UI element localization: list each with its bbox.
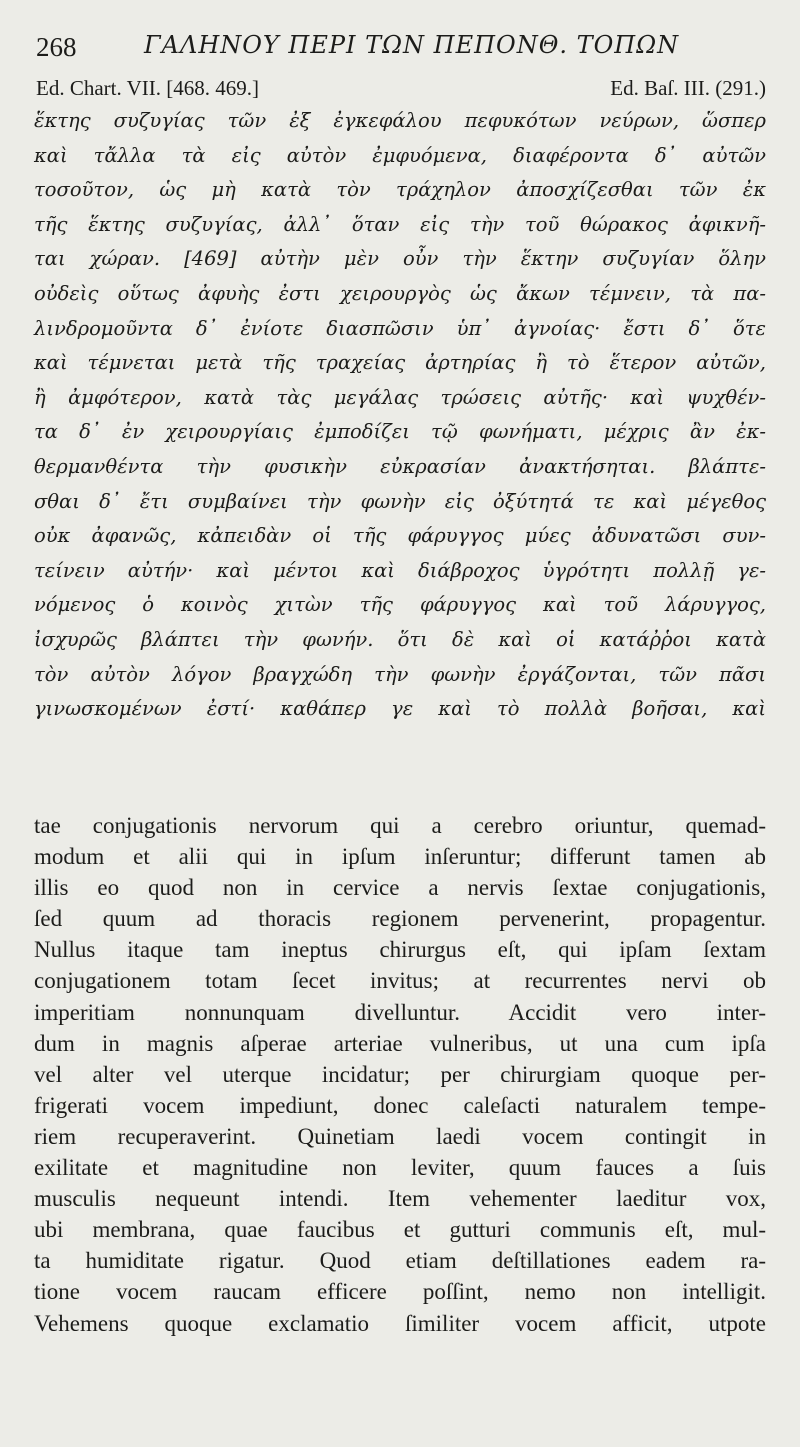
greek-text-line: λινδρομοῦντα δ᾽ ἐνίοτε διασπῶσιν ὑπ᾽ ἀγνοίας· ἔστι δ᾽ ὅτε (34, 316, 766, 340)
greek-text-line: γινωσκομένων ἐστί· καθάπερ γε καὶ τὸ πολλὰ βοῆσαι, καὶ (34, 697, 766, 721)
latin-text-line: imperitiam nonnunquam divelluntur. Accidit vero inter- (34, 999, 766, 1025)
greek-text-line: θερμανθέντα τὴν φυσικὴν εὐκρασίαν ἀνακτήσηται. βλάπτε- (34, 454, 766, 478)
latin-text-line: tae conjugationis nervorum qui a cerebro oriuntur, quemad- (34, 813, 766, 838)
edition-chart-reference: Ed. Chart. VII. [468. 469.] (36, 76, 259, 100)
greek-text-line: ἢ ἀμφότερον, κατὰ τὰς μεγάλας τρώσεις αὐτῆς· καὶ ψυχθέν- (34, 385, 766, 409)
latin-text-line: frigerati vocem impediunt, donec caleſacti naturalem tempe- (34, 1092, 766, 1118)
latin-text-line: ta humiditate rigatur. Quod etiam deſtillationes eadem ra- (34, 1248, 766, 1274)
latin-text-line: riem recuperaverint. Quinetiam laedi vocem contingit in (34, 1123, 766, 1149)
greek-text-line: σθαι δ᾽ ἔτι συμβαίνει τὴν φωνὴν εἰς ὀξύτητά τε καὶ μέγεθος (34, 489, 766, 513)
running-head (36, 28, 766, 62)
greek-text-line: ἰσχυρῶς βλάπτει τὴν φωνήν. ὅτι δὲ καὶ οἱ κατάῤῥοι κατὰ (34, 627, 766, 651)
latin-text-line: ubi membrana, quae faucibus et gutturi communis eſt, mul- (34, 1217, 766, 1243)
greek-text-block (34, 104, 766, 727)
greek-text-line: ἕκτης συζυγίας τῶν ἐξ ἐγκεφάλου πεφυκότων νεύρων, ὥσπερ (34, 109, 766, 132)
latin-text-line: ſed quum ad thoracis regionem pervenerint, propagentur. (34, 906, 766, 932)
greek-text-line: τα δ᾽ ἐν χειρουργίαις ἐμποδίζει τῷ φωνήματι, μέχρις ἂν ἐκ- (34, 420, 766, 444)
latin-text-line: tione vocem raucam efficere poſſint, nemo non intelligit. (34, 1279, 766, 1305)
greek-text-line: οὐκ ἀφανῶς, κἀπειδὰν οἱ τῆς φάρυγγος μύες ἀδυνατῶσι συν- (34, 524, 766, 548)
greek-text-line: νόμενος ὁ κοινὸς χιτὼν τῆς φάρυγγος καὶ τοῦ λάρυγγος, (34, 593, 766, 617)
edition-references (36, 76, 766, 102)
page-number: 268 (36, 32, 77, 62)
greek-text-line: τὸν αὐτὸν λόγον βραγχώδη τὴν φωνὴν ἐργάζονται, τῶν πᾶσι (34, 662, 766, 686)
latin-text-line: dum in magnis aſperae arteriae vulneribus, ut una cum ipſa (34, 1030, 766, 1056)
greek-text-line: τοσοῦτον, ὡς μὴ κατὰ τὸν τράχηλον ἀποσχίζεσθαι τῶν ἐκ (34, 178, 766, 202)
latin-text-line: exilitate et magnitudine non leviter, quum fauces a ſuis (34, 1155, 766, 1181)
greek-text-line: τῆς ἕκτης συζυγίας, ἀλλ᾽ ὅταν εἰς τὴν τοῦ θώρακος ἀφικνῆ- (34, 212, 766, 236)
greek-text-line: καὶ τἄλλα τὰ εἰς αὐτὸν ἐμφυόμενα, διαφέροντα δ᾽ αὐτῶν (34, 143, 766, 167)
greek-text-line: ται χώραν. [469] αὐτὴν μὲν οὖν τὴν ἕκτην συζυγίαν ὅλην (34, 247, 766, 271)
latin-text-line: illis eo quod non in cervice a nervis ſextae conjugationis, (34, 875, 766, 901)
latin-text-line: musculis nequeunt intendi. Item vehementer laeditur vox, (34, 1186, 766, 1212)
running-title: ΓΑΛΗΝΟΥ ΠΕΡΙ ΤΩΝ ΠΕΠΟΝΘ. ΤΟΠΩΝ (144, 31, 680, 59)
latin-text-line: Vehemens quoque exclamatio ſimiliter vocem afficit, utpote (34, 1310, 766, 1336)
latin-text-block (34, 810, 766, 1339)
latin-text-line: conjugationem totam ſecet invitus; at recurrentes nervi ob (34, 968, 766, 994)
latin-text-line: vel alter vel uterque incidatur; per chirurgiam quoque per- (34, 1061, 766, 1087)
latin-text-line: modum et alii qui in ipſum inſeruntur; differunt tamen ab (34, 844, 766, 870)
latin-text-line: Nullus itaque tam ineptus chirurgus eſt, qui ipſam ſextam (34, 937, 766, 963)
greek-text-line: οὐδεὶς οὕτως ἀφυὴς ἐστι χειρουργὸς ὡς ἄκων τέμνειν, τὰ πα- (34, 281, 766, 305)
greek-text-line: τείνειν αὐτήν· καὶ μέντοι καὶ διάβροχος ὑγρότητι πολλῇ γε- (34, 558, 766, 582)
greek-text-line: καὶ τέμνεται μετὰ τῆς τραχείας ἀρτηρίας ἢ τὸ ἕτερον αὐτῶν, (34, 351, 766, 375)
edition-basel-reference: Ed. Baſ. III. (291.) (610, 76, 766, 100)
